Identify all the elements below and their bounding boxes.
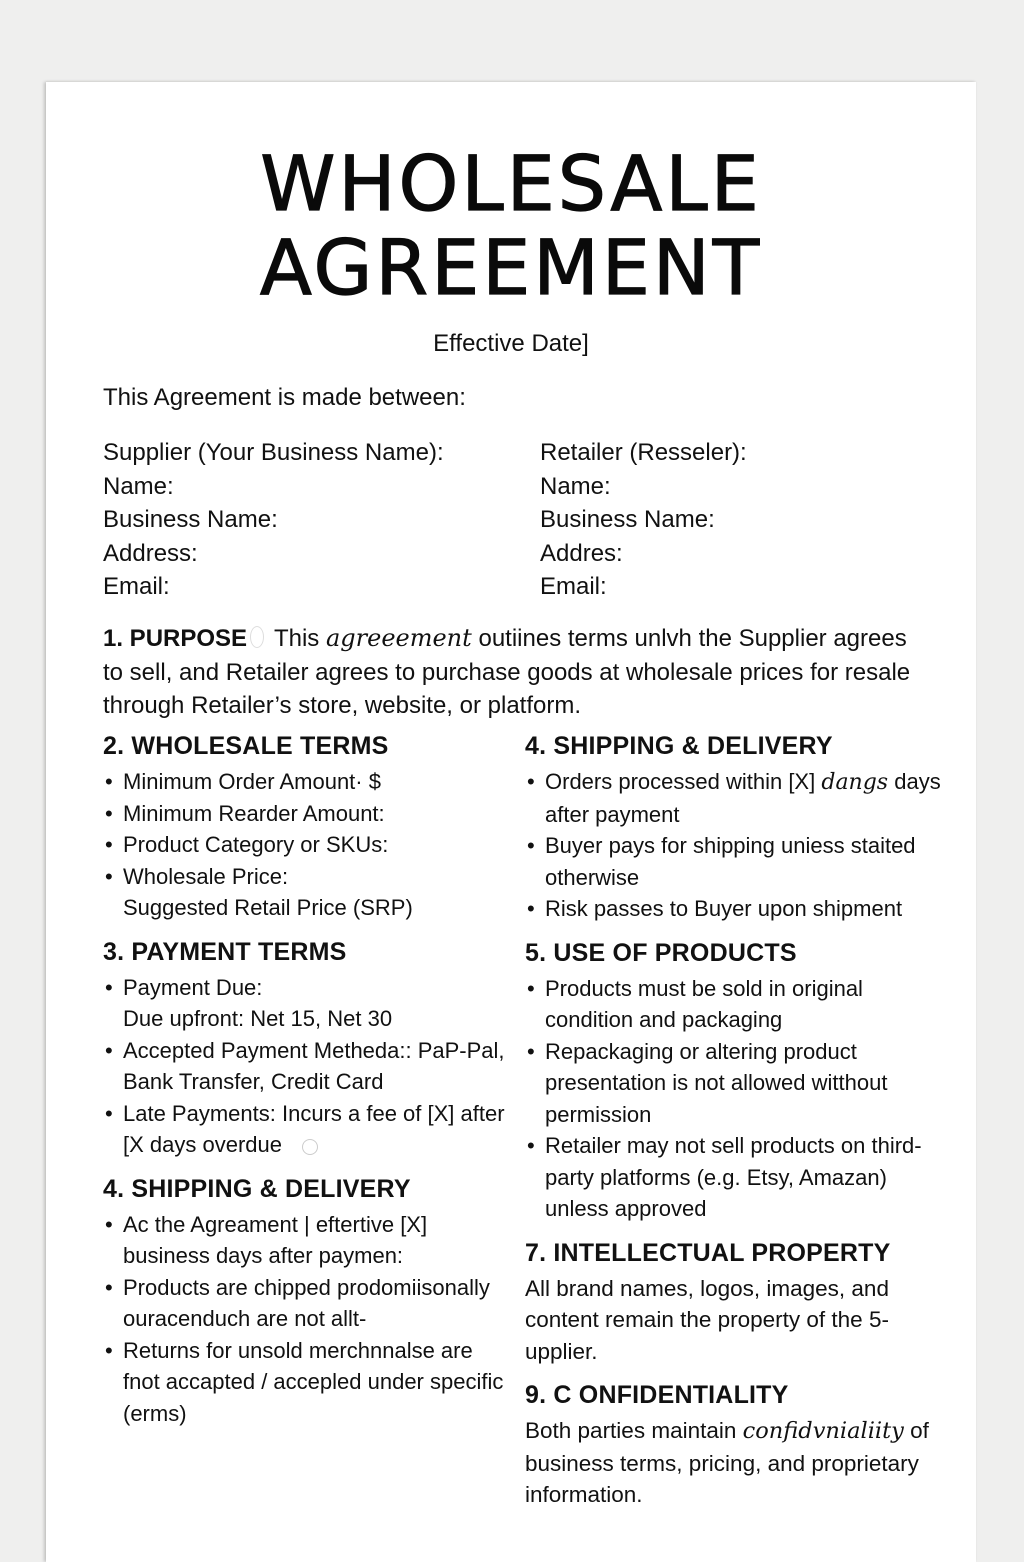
bullet-text: Accepted Payment Metheda:: PaP-Pal, Bank Transfer, Credit Card: [123, 1037, 505, 1094]
section-heading: 7. INTELLECTUAL PROPERTY: [525, 1238, 891, 1267]
title-line-2: AGREEMENT: [259, 223, 763, 312]
bullet-text: Late Payments: Incurs a fee of [X] after [X days overdue: [123, 1100, 505, 1157]
bullet-text: Repackaging or altering product presentation is not allowed witthout permission: [545, 1038, 888, 1127]
section-confidentiality: [525, 1379, 945, 1511]
list-item: [103, 1035, 513, 1098]
list-item: [103, 861, 513, 924]
bullet-subtext: Due upfront: Net 15, Net 30: [123, 1006, 393, 1031]
circle-mark-icon: [302, 1139, 318, 1155]
section-intellectual-property: [525, 1237, 945, 1368]
section-paragraph: All brand names, logos, images, and content remain the property of the 5-upplier.: [525, 1275, 889, 1364]
list-item: [103, 1335, 513, 1430]
effective-date: Effective Date]: [433, 330, 589, 357]
bullet-text: Minimum Rearder Amount:: [123, 800, 385, 826]
bullet-text: Payment Due:: [123, 974, 263, 1000]
paragraph-text: Both parties maintain: [525, 1418, 737, 1443]
section-shipping-delivery-right: [525, 730, 945, 925]
paragraph-italic-text: confidvnialiity: [742, 1418, 904, 1444]
purpose-text-a: This: [273, 625, 320, 652]
retailer-address-field: Addres:: [540, 539, 623, 567]
supplier-name-field: Name:: [103, 472, 174, 500]
document-page: [46, 82, 976, 1562]
retailer-name-field: Name:: [540, 472, 611, 500]
list-item: [103, 766, 513, 798]
list-item: [103, 798, 513, 830]
stray-mark-icon: [250, 626, 264, 648]
list-item: [525, 893, 945, 925]
bullet-text: Orders processed within [X]: [545, 769, 816, 794]
purpose-text-b: outiines terms unlvh the Supplier agrees to sell, and Retailer agrees to purchase goods at wholesale prices for resale through Retailer’s store, website, or platform.: [103, 625, 911, 719]
supplier-heading: Supplier (Your Business Name):: [103, 439, 444, 466]
bullet-text: Minimum Order Amount· $: [123, 769, 381, 794]
list-item: [525, 766, 945, 830]
bullet-text: Products are chipped prodomiisonally ouracenduch are not allt-: [123, 1274, 490, 1331]
bullet-text: Products must be sold in original condition and packaging: [545, 975, 863, 1032]
retailer-email-field: Email:: [540, 573, 607, 600]
supplier-business-name-field: Business Name:: [103, 506, 278, 533]
list-item: [103, 1209, 513, 1272]
purpose-section: [103, 622, 933, 723]
section-use-of-products: [525, 937, 945, 1225]
bullet-text: Returns for unsold merchnnalse are fnot accapted / accepled under specific (erms): [123, 1337, 504, 1426]
bullet-subtext: Suggested Retail Price (SRP): [123, 895, 413, 920]
list-item: [103, 1098, 513, 1161]
list-item: [525, 1036, 945, 1131]
list-item: [525, 1130, 945, 1225]
section-paragraph: [525, 1415, 945, 1511]
list-item: [103, 1272, 513, 1335]
purpose-text-italic: agreeement: [325, 624, 472, 652]
section-heading: 4. SHIPPING & DELIVERY: [103, 1174, 411, 1203]
retailer-block: [540, 436, 747, 604]
intro-text: This Agreement is made between:: [103, 384, 466, 411]
section-heading: 3. PAYMENT TERMS: [103, 937, 347, 966]
paragraph-text-continued: of business terms, pricing, and proprietary information.: [525, 1418, 929, 1507]
document-title: [46, 139, 976, 312]
section-shipping-delivery-left: [103, 1173, 513, 1430]
list-item: [525, 830, 945, 893]
bullet-text: Ac the Agreament | eftertive [X] business days after paymen:: [123, 1211, 428, 1268]
section-heading: 2. WHOLESALE TERMS: [103, 732, 389, 760]
supplier-email-field: Email:: [103, 573, 170, 600]
title-line-1: WHOLESALE: [260, 139, 762, 228]
retailer-heading: Retailer (Resseler):: [540, 439, 747, 466]
section-heading: 5. USE OF PRODUCTS: [525, 938, 797, 967]
bullet-text: Risk passes to Buyer upon shipment: [545, 896, 903, 921]
right-column: [525, 730, 945, 1523]
list-item: [103, 972, 513, 1035]
list-item: [103, 829, 513, 861]
section-heading: 9. C ONFIDENTIALITY: [525, 1381, 789, 1409]
left-column: [103, 730, 513, 1441]
section-heading: 4. SHIPPING & DELIVERY: [525, 732, 833, 760]
section-payment-terms: [103, 936, 513, 1161]
purpose-heading: 1. PURPOSE: [103, 625, 248, 652]
bullet-text: Wholesale Price:: [123, 863, 289, 889]
supplier-address-field: Address:: [103, 539, 198, 567]
section-wholesale-terms: [103, 730, 513, 924]
supplier-block: [103, 436, 444, 604]
bullet-text: Buyer pays for shipping uniess staited otherwise: [545, 833, 916, 890]
bullet-italic-text: dangs: [821, 770, 889, 795]
bullet-text: Product Category or SKUs:: [123, 832, 389, 857]
bullet-text: Retailer may not sell products on third-party platforms (e.g. Etsy, Amazan) unless approved: [545, 1133, 922, 1221]
bullet-text-continued: days after payment: [545, 769, 941, 827]
retailer-business-name-field: Business Name:: [540, 506, 715, 533]
list-item: [525, 973, 945, 1036]
